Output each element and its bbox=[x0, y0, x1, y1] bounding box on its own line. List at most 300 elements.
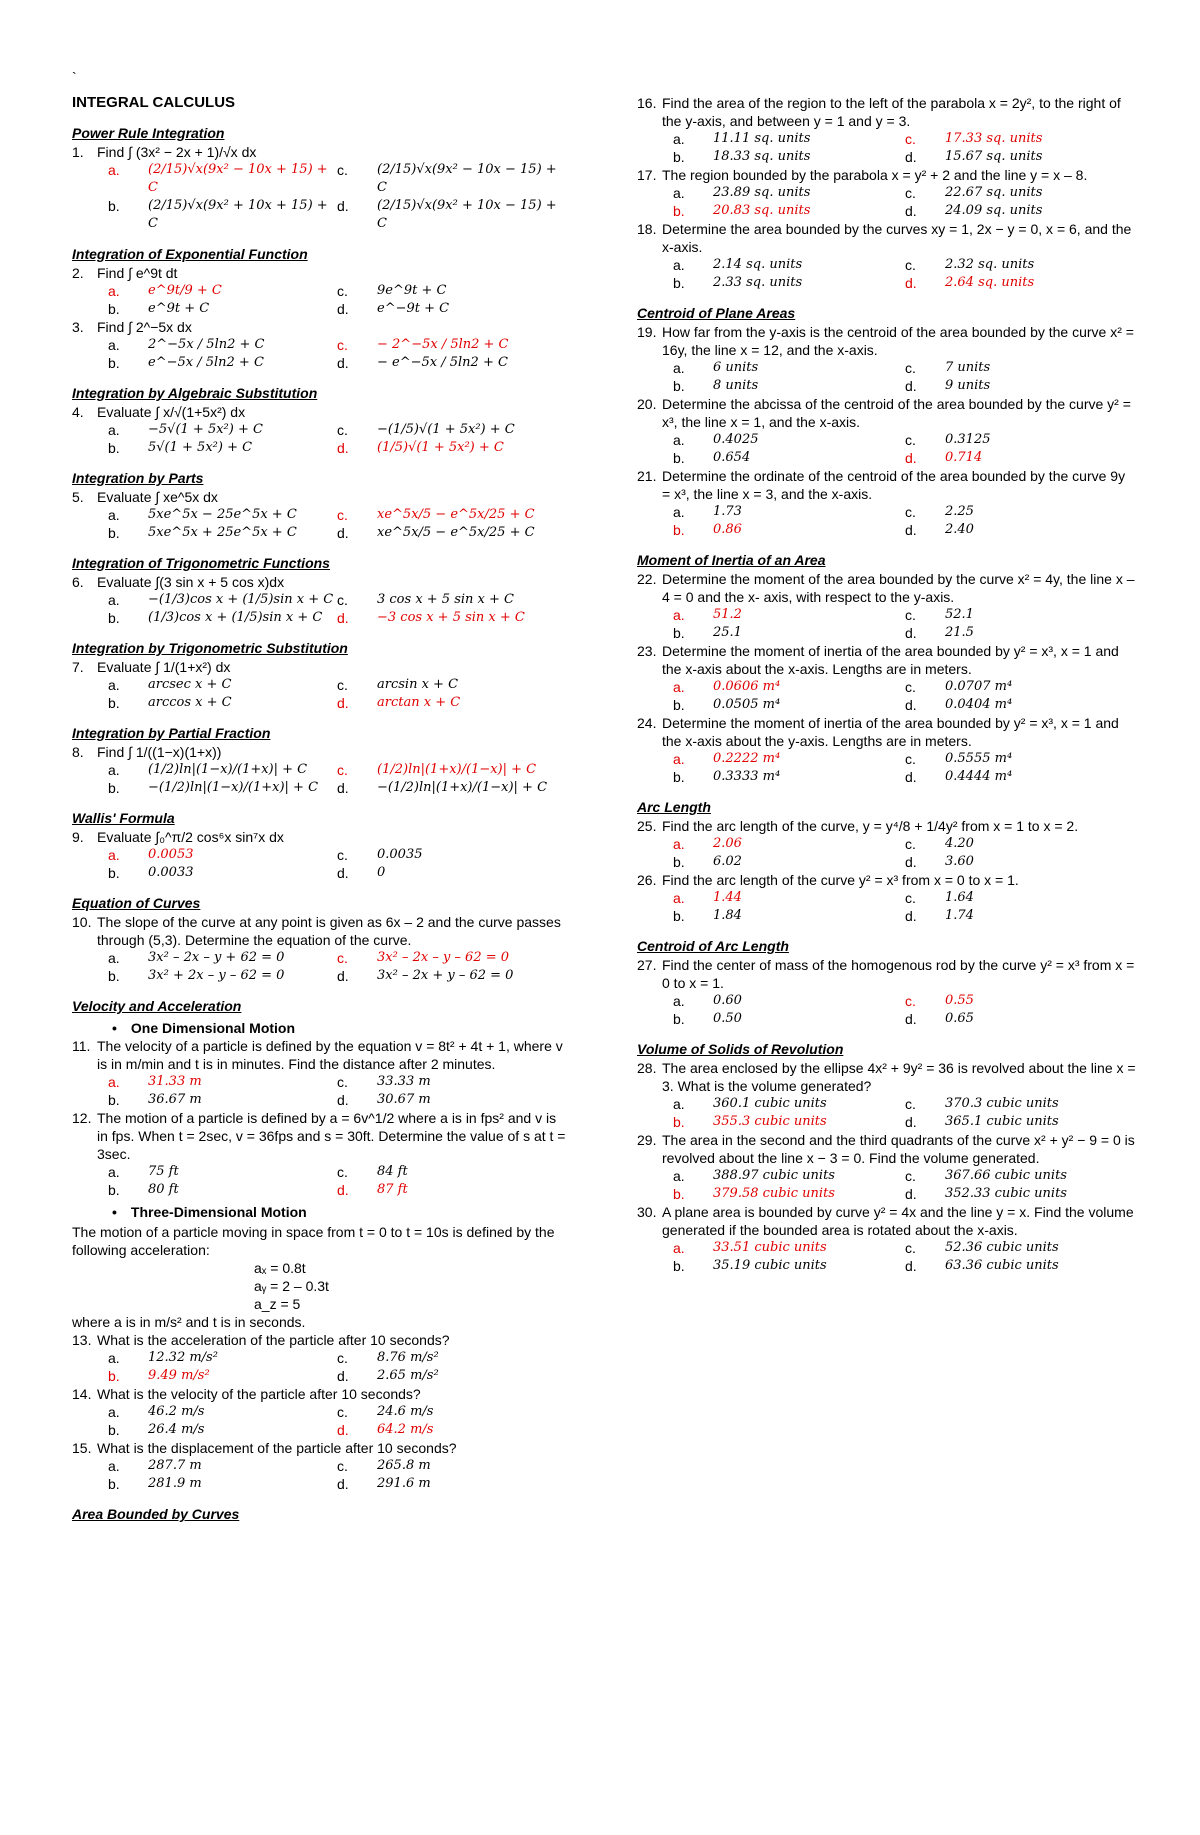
question-number: 23. bbox=[637, 643, 657, 659]
question bbox=[637, 871, 1137, 889]
option-letter: d. bbox=[337, 695, 349, 711]
question-text: How far from the y-axis is the centroid of the area bounded by the curve x² = 16y, the line x = 12, and the x-axis. bbox=[662, 324, 1134, 358]
option-text: 0.3125 bbox=[945, 432, 991, 447]
option bbox=[108, 506, 337, 524]
option-text: 0.0053 bbox=[148, 847, 194, 862]
option-letter: c. bbox=[337, 422, 348, 438]
option bbox=[905, 1095, 1137, 1113]
option bbox=[108, 779, 337, 797]
option-grid bbox=[637, 1239, 1137, 1275]
question bbox=[72, 318, 566, 336]
option-letter: a. bbox=[108, 677, 120, 693]
option-letter: b. bbox=[108, 1368, 120, 1384]
option-grid bbox=[72, 1163, 566, 1199]
option-grid bbox=[72, 336, 566, 372]
option-text: 8 units bbox=[713, 378, 759, 393]
question bbox=[72, 828, 566, 846]
option-letter: a. bbox=[673, 751, 685, 767]
option-text: 12.32 m/s² bbox=[148, 1350, 218, 1365]
option-text: 0.0707 m⁴ bbox=[945, 679, 1013, 694]
option-text: (2/15)√x(9x² − 10x + 15) + C bbox=[148, 162, 328, 195]
question-number: 3. bbox=[72, 319, 84, 335]
option bbox=[108, 676, 337, 694]
option-letter: b. bbox=[108, 865, 120, 881]
option-letter: a. bbox=[108, 337, 120, 353]
question bbox=[637, 323, 1137, 359]
question-text: Find the center of mass of the homogenous rod by the curve y² = x³ from x = 0 to x = 1. bbox=[662, 957, 1135, 991]
option-letter: a. bbox=[673, 679, 685, 695]
question-number: 15. bbox=[72, 1440, 92, 1456]
option-letter: d. bbox=[337, 610, 349, 626]
option-answer bbox=[673, 202, 905, 220]
option-text: −3 cos x + 5 sin x + C bbox=[377, 610, 525, 625]
option bbox=[337, 282, 566, 300]
question-text: Determine the abcissa of the centroid of the area bounded by the curve y² = x³, the line x = 1, and the x-axis. bbox=[662, 396, 1131, 430]
option bbox=[905, 431, 1137, 449]
option bbox=[108, 336, 337, 354]
option-text: 5√(1 + 5x²) + C bbox=[148, 440, 253, 455]
option-letter: d. bbox=[337, 1476, 349, 1492]
option bbox=[673, 1167, 905, 1185]
option-grid bbox=[72, 161, 566, 233]
option-text: 52.1 bbox=[945, 607, 974, 622]
option-letter: c. bbox=[905, 131, 916, 147]
option-text: 2.65 m/s² bbox=[377, 1368, 439, 1383]
option-letter: a. bbox=[108, 950, 120, 966]
option-letter: d. bbox=[905, 1011, 917, 1027]
question bbox=[72, 1331, 566, 1349]
option-text: 0.3333 m⁴ bbox=[713, 769, 781, 784]
option-text: 24.6 m/s bbox=[377, 1404, 434, 1419]
option bbox=[108, 949, 337, 967]
option-letter: c. bbox=[905, 607, 916, 623]
option-letter: c. bbox=[337, 337, 348, 353]
option-letter: d. bbox=[905, 378, 917, 394]
option bbox=[673, 853, 905, 871]
option-text: 2.64 sq. units bbox=[945, 275, 1035, 290]
option bbox=[673, 624, 905, 642]
option-letter: c. bbox=[905, 836, 916, 852]
option bbox=[673, 1095, 905, 1113]
option-text: − e^−5x / 5ln2 + C bbox=[377, 355, 508, 370]
question-text: Evaluate ∫ 1/(1+x²) dx bbox=[97, 659, 231, 675]
option-letter: a. bbox=[673, 257, 685, 273]
option bbox=[673, 1010, 905, 1028]
option-letter: c. bbox=[905, 432, 916, 448]
option-letter: b. bbox=[108, 1182, 120, 1198]
option-text: 3 cos x + 5 sin x + C bbox=[377, 592, 514, 607]
option bbox=[905, 624, 1137, 642]
option-text: (2/15)√x(9x² + 10x + 15) + C bbox=[148, 198, 328, 231]
option-text: 0.0033 bbox=[148, 865, 194, 880]
option-text: 2.14 sq. units bbox=[713, 257, 803, 272]
question-number: 22. bbox=[637, 571, 657, 587]
option-letter: d. bbox=[905, 450, 917, 466]
option-grid bbox=[637, 606, 1137, 642]
option-text: (1/5)√(1 + 5x²) + C bbox=[377, 440, 504, 455]
option bbox=[337, 1349, 566, 1367]
option-text: 0.55 bbox=[945, 993, 974, 1008]
option-answer bbox=[337, 1421, 566, 1439]
option-text: 3.60 bbox=[945, 854, 974, 869]
option-letter: a. bbox=[673, 504, 685, 520]
option-text: − 2^−5x / 5ln2 + C bbox=[377, 337, 509, 352]
question-number: 21. bbox=[637, 468, 657, 484]
option bbox=[905, 1257, 1137, 1275]
question-text: Determine the ordinate of the centroid of the area bounded by the curve 9y = x³, the line x = 3, and the x-axis. bbox=[662, 468, 1126, 502]
question-number: 14. bbox=[72, 1386, 92, 1402]
option bbox=[108, 439, 337, 457]
question bbox=[72, 573, 566, 591]
question-text: Determine the moment of the area bounded by the curve x² = 4y, the line x – 4 = 0 and the x- axis, with respect to the y-axis. bbox=[662, 571, 1135, 605]
option-text: 287.7 m bbox=[148, 1458, 202, 1473]
option-letter: d. bbox=[337, 780, 349, 796]
question-number: 6. bbox=[72, 574, 84, 590]
option-letter: c. bbox=[905, 360, 916, 376]
acceleration-component: aₓ = 0.8t bbox=[254, 1260, 306, 1276]
left-column bbox=[72, 94, 566, 1524]
option-letter: a. bbox=[673, 890, 685, 906]
option-text: 8.76 m/s² bbox=[377, 1350, 439, 1365]
question bbox=[637, 1059, 1137, 1095]
option-grid bbox=[72, 1073, 566, 1109]
question-number: 26. bbox=[637, 872, 657, 888]
option-text: 2^−5x / 5ln2 + C bbox=[148, 337, 265, 352]
option-letter: b. bbox=[108, 610, 120, 626]
option-text: 21.5 bbox=[945, 625, 974, 640]
section-heading: Volume of Solids of Revolution bbox=[637, 1041, 844, 1057]
option bbox=[905, 768, 1137, 786]
question bbox=[72, 1109, 566, 1163]
option-grid bbox=[72, 421, 566, 457]
option-text: 1.74 bbox=[945, 908, 974, 923]
option-text: 388.97 cubic units bbox=[713, 1168, 835, 1183]
option-letter: c. bbox=[905, 890, 916, 906]
option-text: 25.1 bbox=[713, 625, 742, 640]
question-number: 4. bbox=[72, 404, 84, 420]
option-letter: d. bbox=[905, 908, 917, 924]
option-letter: a. bbox=[673, 1096, 685, 1112]
option bbox=[673, 148, 905, 166]
option-letter: d. bbox=[905, 1258, 917, 1274]
option bbox=[905, 202, 1137, 220]
option-text: 31.33 m bbox=[148, 1074, 202, 1089]
option-text: 0.65 bbox=[945, 1011, 974, 1026]
option-letter: c. bbox=[337, 677, 348, 693]
option-grid bbox=[637, 184, 1137, 220]
option bbox=[673, 907, 905, 925]
question-number: 13. bbox=[72, 1332, 92, 1348]
option-text: 35.19 cubic units bbox=[713, 1258, 827, 1273]
option-text: 291.6 m bbox=[377, 1476, 431, 1491]
option-text: 352.33 cubic units bbox=[945, 1186, 1067, 1201]
section-heading: Area Bounded by Curves bbox=[72, 1506, 240, 1522]
option-grid bbox=[637, 750, 1137, 786]
option-letter: c. bbox=[337, 1350, 348, 1366]
option bbox=[905, 750, 1137, 768]
question bbox=[637, 956, 1137, 992]
option bbox=[108, 1349, 337, 1367]
option-letter: d. bbox=[337, 1422, 349, 1438]
option-letter: d. bbox=[337, 865, 349, 881]
question-text: The area enclosed by the ellipse 4x² + 9y² = 36 is revolved about the line x = 3. What is the volume generated? bbox=[662, 1060, 1136, 1094]
question bbox=[637, 570, 1137, 606]
option bbox=[673, 274, 905, 292]
option-letter: d. bbox=[337, 355, 349, 371]
section-heading: Velocity and Acceleration bbox=[72, 998, 242, 1014]
option-letter: a. bbox=[108, 847, 120, 863]
option bbox=[905, 148, 1137, 166]
option-answer bbox=[673, 521, 905, 539]
option-letter: a. bbox=[673, 185, 685, 201]
option-letter: a. bbox=[673, 360, 685, 376]
question-text: Find ∫ e^9t dt bbox=[97, 265, 178, 281]
option-text: 18.33 sq. units bbox=[713, 149, 811, 164]
document-title: INTEGRAL CALCULUS bbox=[72, 94, 236, 111]
option-letter: d. bbox=[337, 1368, 349, 1384]
option-letter: c. bbox=[905, 679, 916, 695]
option-answer bbox=[673, 835, 905, 853]
question bbox=[72, 743, 566, 761]
question-number: 2. bbox=[72, 265, 84, 281]
question bbox=[72, 1037, 566, 1073]
option-letter: d. bbox=[905, 854, 917, 870]
option-answer bbox=[673, 750, 905, 768]
question bbox=[72, 1385, 566, 1403]
option-text: −5√(1 + 5x²) + C bbox=[148, 422, 263, 437]
option-text: 20.83 sq. units bbox=[713, 203, 811, 218]
option-grid bbox=[637, 359, 1137, 395]
option-text: arctan x + C bbox=[377, 695, 461, 710]
option-letter: b. bbox=[673, 697, 685, 713]
section-heading: Arc Length bbox=[637, 799, 711, 815]
option-letter: a. bbox=[673, 607, 685, 623]
option-grid bbox=[72, 506, 566, 542]
option bbox=[108, 1403, 337, 1421]
question-number: 17. bbox=[637, 167, 657, 183]
option-text: 7 units bbox=[945, 360, 991, 375]
option-text: 355.3 cubic units bbox=[713, 1114, 827, 1129]
option bbox=[108, 1181, 337, 1199]
option-letter: d. bbox=[337, 1092, 349, 1108]
option-text: 0.0505 m⁴ bbox=[713, 697, 781, 712]
option-letter: a. bbox=[108, 1458, 120, 1474]
option-text: 5xe^5x − 25e^5x + C bbox=[148, 507, 297, 522]
option bbox=[905, 678, 1137, 696]
option-answer bbox=[673, 606, 905, 624]
option-text: 0.4025 bbox=[713, 432, 759, 447]
option bbox=[905, 606, 1137, 624]
question-number: 5. bbox=[72, 489, 84, 505]
option-text: 1.73 bbox=[713, 504, 742, 519]
option-text: arccos x + C bbox=[148, 695, 232, 710]
option-letter: b. bbox=[673, 1114, 685, 1130]
option-letter: b. bbox=[108, 440, 120, 456]
option-text: 2.25 bbox=[945, 504, 974, 519]
option-text: 9.49 m/s² bbox=[148, 1368, 210, 1383]
question-number: 9. bbox=[72, 829, 84, 845]
option-letter: b. bbox=[108, 1422, 120, 1438]
option bbox=[905, 1239, 1137, 1257]
option-answer bbox=[337, 506, 566, 524]
option bbox=[108, 1475, 337, 1493]
question-text: Evaluate ∫ x/√(1+5x²) dx bbox=[97, 404, 246, 420]
option-answer bbox=[108, 1073, 337, 1091]
option-grid bbox=[637, 835, 1137, 871]
option bbox=[108, 694, 337, 712]
option-text: xe^5x/5 − e^5x/25 + C bbox=[377, 507, 535, 522]
option-letter: b. bbox=[673, 1186, 685, 1202]
option-text: 2.40 bbox=[945, 522, 974, 537]
option-letter: b. bbox=[108, 968, 120, 984]
option-text: 3x² – 2x – y – 62 = 0 bbox=[377, 950, 510, 965]
question-number: 19. bbox=[637, 324, 657, 340]
option-letter: c. bbox=[337, 283, 348, 299]
option-text: 33.33 m bbox=[377, 1074, 431, 1089]
option-letter: d. bbox=[337, 440, 349, 456]
option-letter: b. bbox=[673, 769, 685, 785]
option-letter: a. bbox=[108, 162, 120, 178]
option bbox=[108, 1091, 337, 1109]
section-heading: Integration of Trigonometric Functions bbox=[72, 555, 330, 571]
option-grid bbox=[72, 949, 566, 985]
option-letter: a. bbox=[673, 432, 685, 448]
option bbox=[108, 591, 337, 609]
option-answer bbox=[337, 336, 566, 354]
option bbox=[673, 449, 905, 467]
option-letter: b. bbox=[673, 1258, 685, 1274]
option-text: 64.2 m/s bbox=[377, 1422, 434, 1437]
option bbox=[337, 161, 566, 197]
option-grid bbox=[72, 761, 566, 797]
option-text: 0.0035 bbox=[377, 847, 423, 862]
option-letter: c. bbox=[337, 1458, 348, 1474]
section-heading: Integration by Algebraic Substitution bbox=[72, 385, 318, 401]
question bbox=[72, 264, 566, 282]
corner-mark: ` bbox=[72, 69, 77, 85]
option-text: 6.02 bbox=[713, 854, 742, 869]
option-answer bbox=[905, 449, 1137, 467]
option-text: 84 ft bbox=[377, 1164, 408, 1179]
option bbox=[905, 696, 1137, 714]
option-text: 9 units bbox=[945, 378, 991, 393]
option-text: xe^5x/5 − e^5x/25 + C bbox=[377, 525, 535, 540]
option-text: 3x² – 2x – y + 62 = 0 bbox=[148, 950, 285, 965]
option-text: 379.58 cubic units bbox=[713, 1186, 835, 1201]
option-grid bbox=[72, 1457, 566, 1493]
option-text: 9e^9t + C bbox=[377, 283, 447, 298]
question-text: Determine the area bounded by the curves xy = 1, 2x − y = 0, x = 6, and the x-axis. bbox=[662, 221, 1132, 255]
question bbox=[637, 642, 1137, 678]
option-text: 46.2 m/s bbox=[148, 1404, 205, 1419]
option-letter: c. bbox=[337, 592, 348, 608]
option-text: 75 ft bbox=[148, 1164, 179, 1179]
option-letter: a. bbox=[108, 507, 120, 523]
option bbox=[673, 377, 905, 395]
option bbox=[337, 1367, 566, 1385]
option-text: 17.33 sq. units bbox=[945, 131, 1043, 146]
question-number: 28. bbox=[637, 1060, 657, 1076]
option-text: 30.67 m bbox=[377, 1092, 431, 1107]
option-letter: b. bbox=[673, 854, 685, 870]
option bbox=[108, 300, 337, 318]
option-letter: b. bbox=[673, 378, 685, 394]
option-letter: a. bbox=[673, 836, 685, 852]
option-text: 0.0606 m⁴ bbox=[713, 679, 781, 694]
option-letter: d. bbox=[337, 301, 349, 317]
option-text: 0.2222 m⁴ bbox=[713, 751, 781, 766]
option bbox=[337, 1163, 566, 1181]
option-letter: b. bbox=[108, 1092, 120, 1108]
option-text: 370.3 cubic units bbox=[945, 1096, 1059, 1111]
option-letter: d. bbox=[905, 522, 917, 538]
option bbox=[108, 421, 337, 439]
option-letter: b. bbox=[673, 203, 685, 219]
option-text: 33.51 cubic units bbox=[713, 1240, 827, 1255]
option-letter: a. bbox=[108, 283, 120, 299]
option-grid bbox=[72, 1349, 566, 1385]
option-answer bbox=[108, 282, 337, 300]
option-text: 87 ft bbox=[377, 1182, 408, 1197]
acceleration-component: aᵧ = 2 – 0.3t bbox=[254, 1278, 329, 1294]
option-grid bbox=[637, 992, 1137, 1028]
option-letter: b. bbox=[108, 780, 120, 796]
option-grid bbox=[72, 846, 566, 882]
option-letter: c. bbox=[337, 950, 348, 966]
option bbox=[673, 503, 905, 521]
option bbox=[337, 1403, 566, 1421]
question bbox=[72, 403, 566, 421]
option-letter: a. bbox=[108, 1404, 120, 1420]
option-text: −(1/3)cos x + (1/5)sin x + C bbox=[148, 592, 334, 607]
option bbox=[673, 256, 905, 274]
option-text: (2/15)√x(9x² − 10x − 15) + C bbox=[377, 162, 557, 195]
option bbox=[673, 992, 905, 1010]
option-grid bbox=[637, 889, 1137, 925]
option-text: 1.84 bbox=[713, 908, 742, 923]
option bbox=[905, 521, 1137, 539]
question-number: 7. bbox=[72, 659, 84, 675]
question-text: What is the displacement of the particle after 10 seconds? bbox=[97, 1440, 457, 1456]
option-text: e^9t + C bbox=[148, 301, 210, 316]
option-answer bbox=[108, 846, 337, 864]
section-heading: Moment of Inertia of an Area bbox=[637, 552, 826, 568]
option-letter: d. bbox=[905, 203, 917, 219]
option bbox=[108, 761, 337, 779]
question-number: 16. bbox=[637, 95, 657, 111]
option bbox=[337, 421, 566, 439]
question bbox=[637, 220, 1137, 256]
option-letter: a. bbox=[108, 1074, 120, 1090]
question-number: 27. bbox=[637, 957, 657, 973]
option-text: 15.67 sq. units bbox=[945, 149, 1043, 164]
option-text: 0 bbox=[377, 865, 386, 880]
option-letter: b. bbox=[108, 198, 120, 214]
option-text: 11.11 sq. units bbox=[713, 131, 811, 146]
option-grid bbox=[637, 130, 1137, 166]
option-answer bbox=[673, 1185, 905, 1203]
question-text: The area in the second and the third quadrants of the curve x² + y² − 9 = 0 is revolved about the line x − 3 = 0. Find the volume generated. bbox=[662, 1132, 1135, 1166]
option-letter: b. bbox=[673, 275, 685, 291]
question-text: Find the area of the region to the left of the parabola x = 2y², to the right of the y-axis, and between y = 1 and y = 3. bbox=[662, 95, 1121, 129]
option-answer bbox=[337, 761, 566, 779]
option-letter: a. bbox=[673, 993, 685, 1009]
option-text: 1.64 bbox=[945, 890, 974, 905]
section-heading: Integration by Trigonometric Substitution bbox=[72, 640, 348, 656]
section-heading: Integration of Exponential Function bbox=[72, 246, 308, 262]
option-letter: d. bbox=[905, 697, 917, 713]
option-letter: c. bbox=[337, 762, 348, 778]
